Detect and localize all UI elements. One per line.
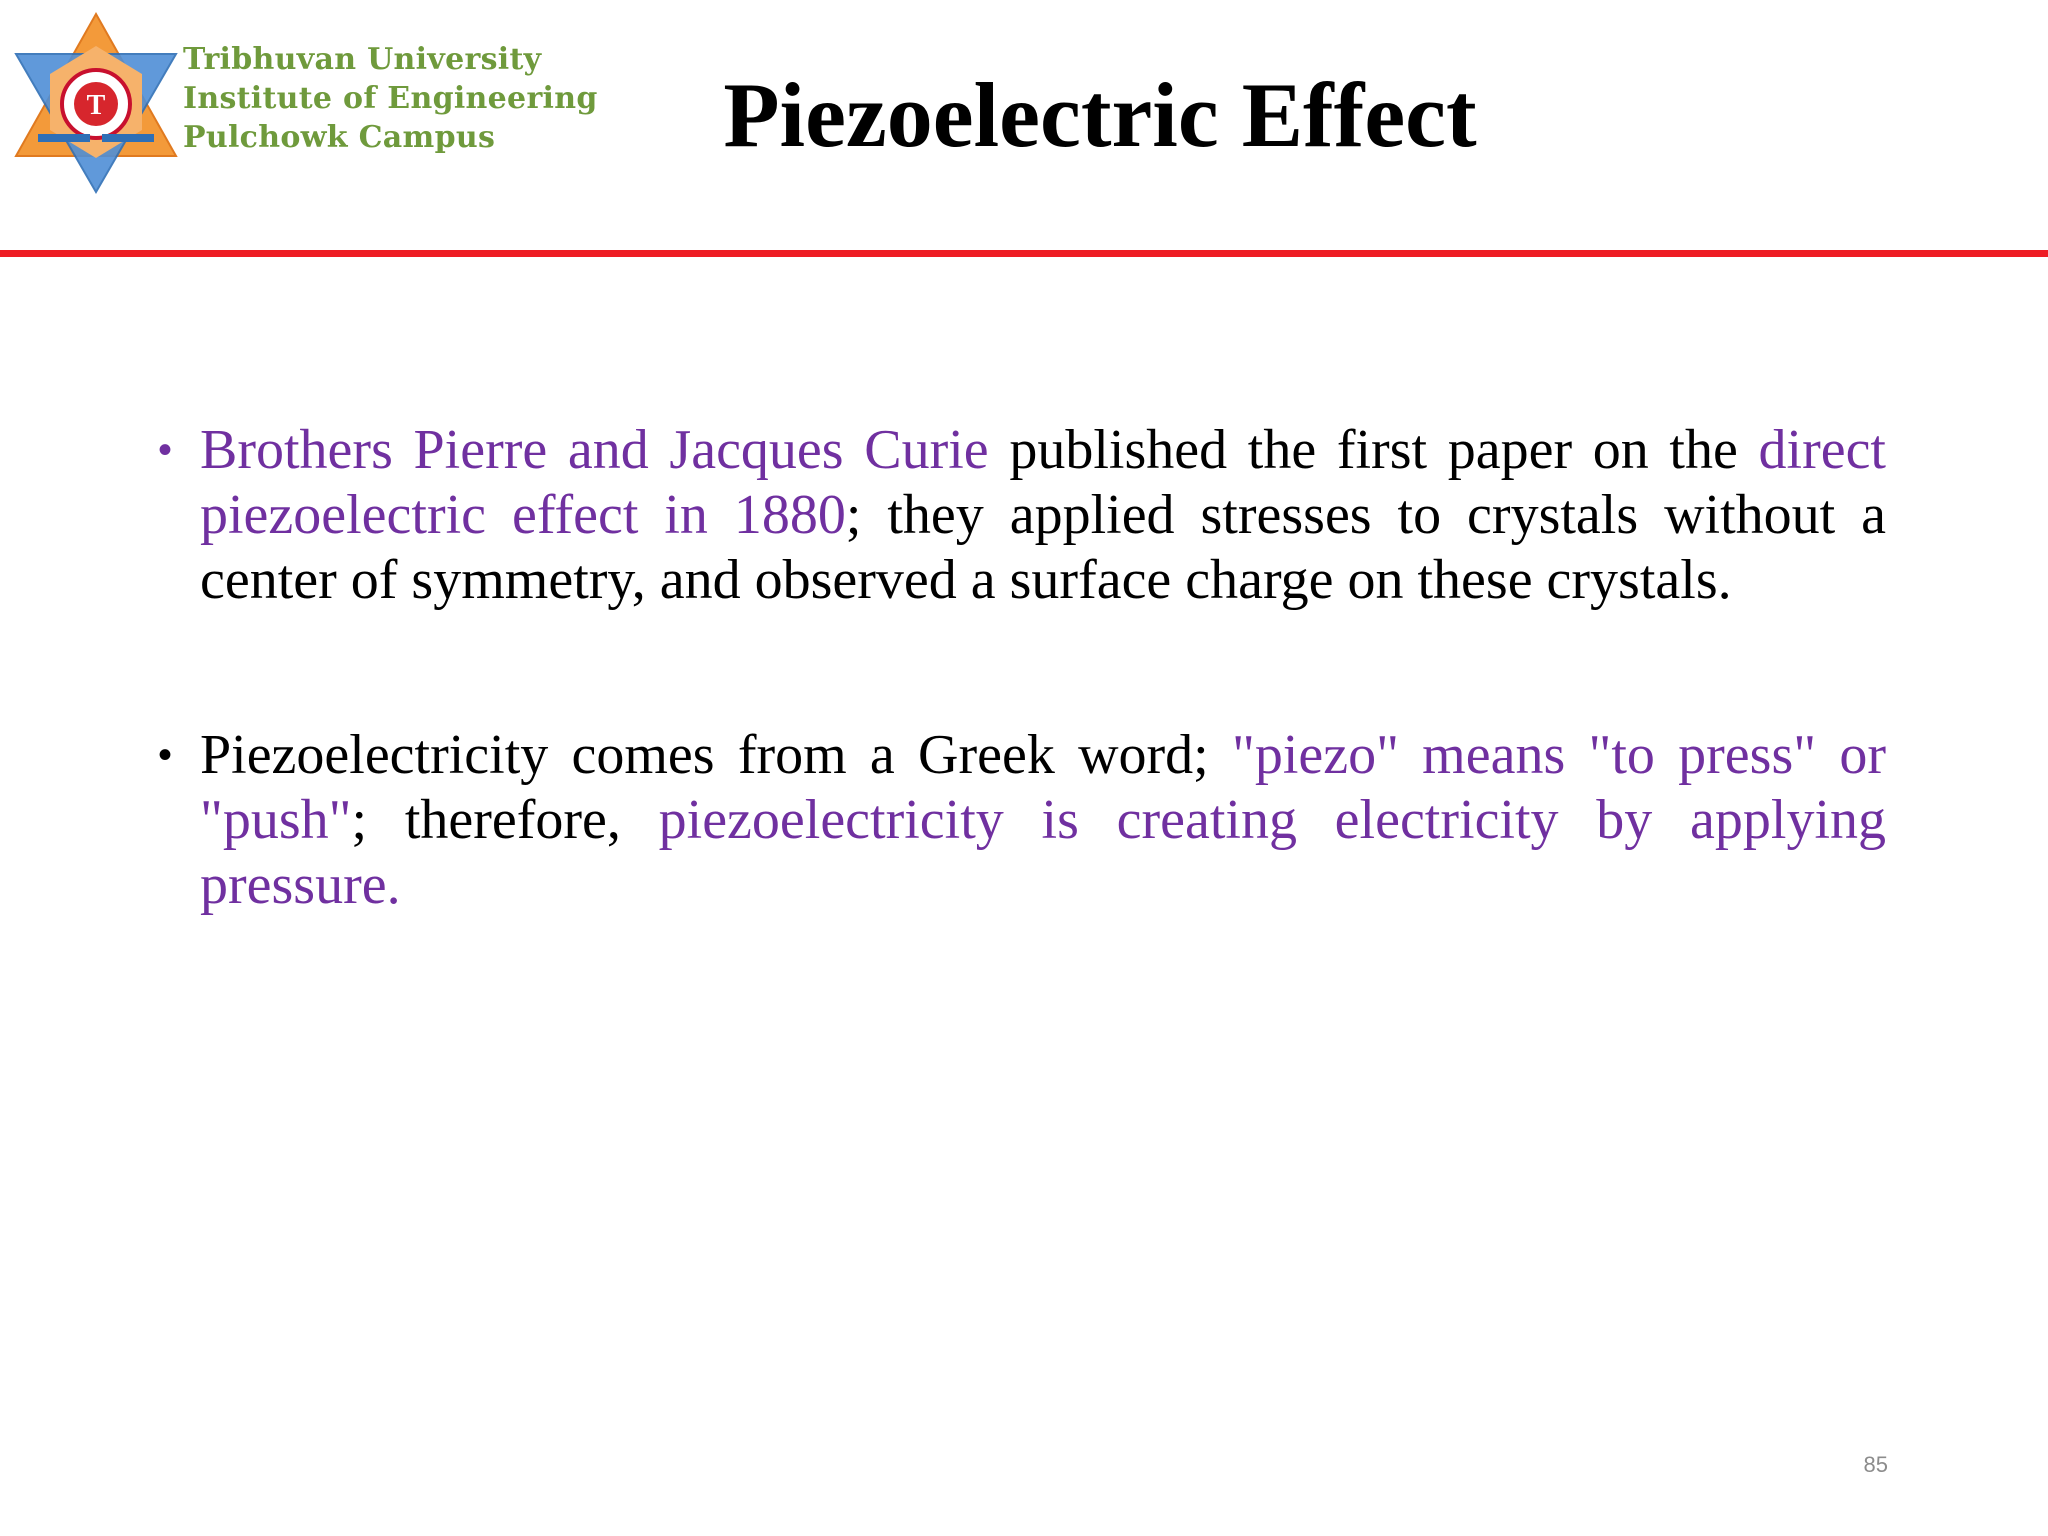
bullet-text-segment: direct piezoelectric effect in 1880: [200, 419, 1886, 546]
header-divider: [0, 250, 2048, 257]
bullet-text-segment: ; therefore,: [351, 789, 659, 851]
tribhuvan-university-emblem-icon: [8, 6, 183, 196]
logo-line-institute: Institute of Engineering: [183, 81, 598, 116]
bullet-text-segment: "piezo" means "to press" or "push": [200, 724, 1886, 851]
bullet-dot-icon: •: [158, 733, 173, 777]
logo-line-campus: Pulchowk Campus: [183, 120, 496, 155]
page-number: 85: [1863, 1452, 1888, 1477]
bullet-item-etymology: [158, 723, 1886, 918]
slide-title: Piezoelectric Effect: [723, 64, 1477, 166]
bullet-text-segment: Piezoelectricity comes from a Greek word;: [200, 724, 1232, 786]
bullet-list: [158, 418, 1886, 918]
bullet-text-segment: published the first paper on the: [988, 419, 1759, 481]
bullet-text-segment: piezoelectricity is creating electricity by applying pressure.: [200, 789, 1886, 916]
institution-logo: [8, 6, 608, 196]
bullet-dot-icon: •: [158, 428, 173, 472]
institution-name: [183, 40, 598, 157]
svg-text:T: T: [86, 90, 106, 121]
bullet-text-segment: ; they applied stresses to crystals without a center of symmetry, and observed a surface charge on these crystals.: [200, 484, 1886, 611]
logo-line-university: Tribhuvan University: [183, 42, 542, 77]
bullet-item-curie-history: [158, 418, 1886, 613]
bullet-text-segment: Brothers Pierre and Jacques Curie: [200, 419, 989, 481]
